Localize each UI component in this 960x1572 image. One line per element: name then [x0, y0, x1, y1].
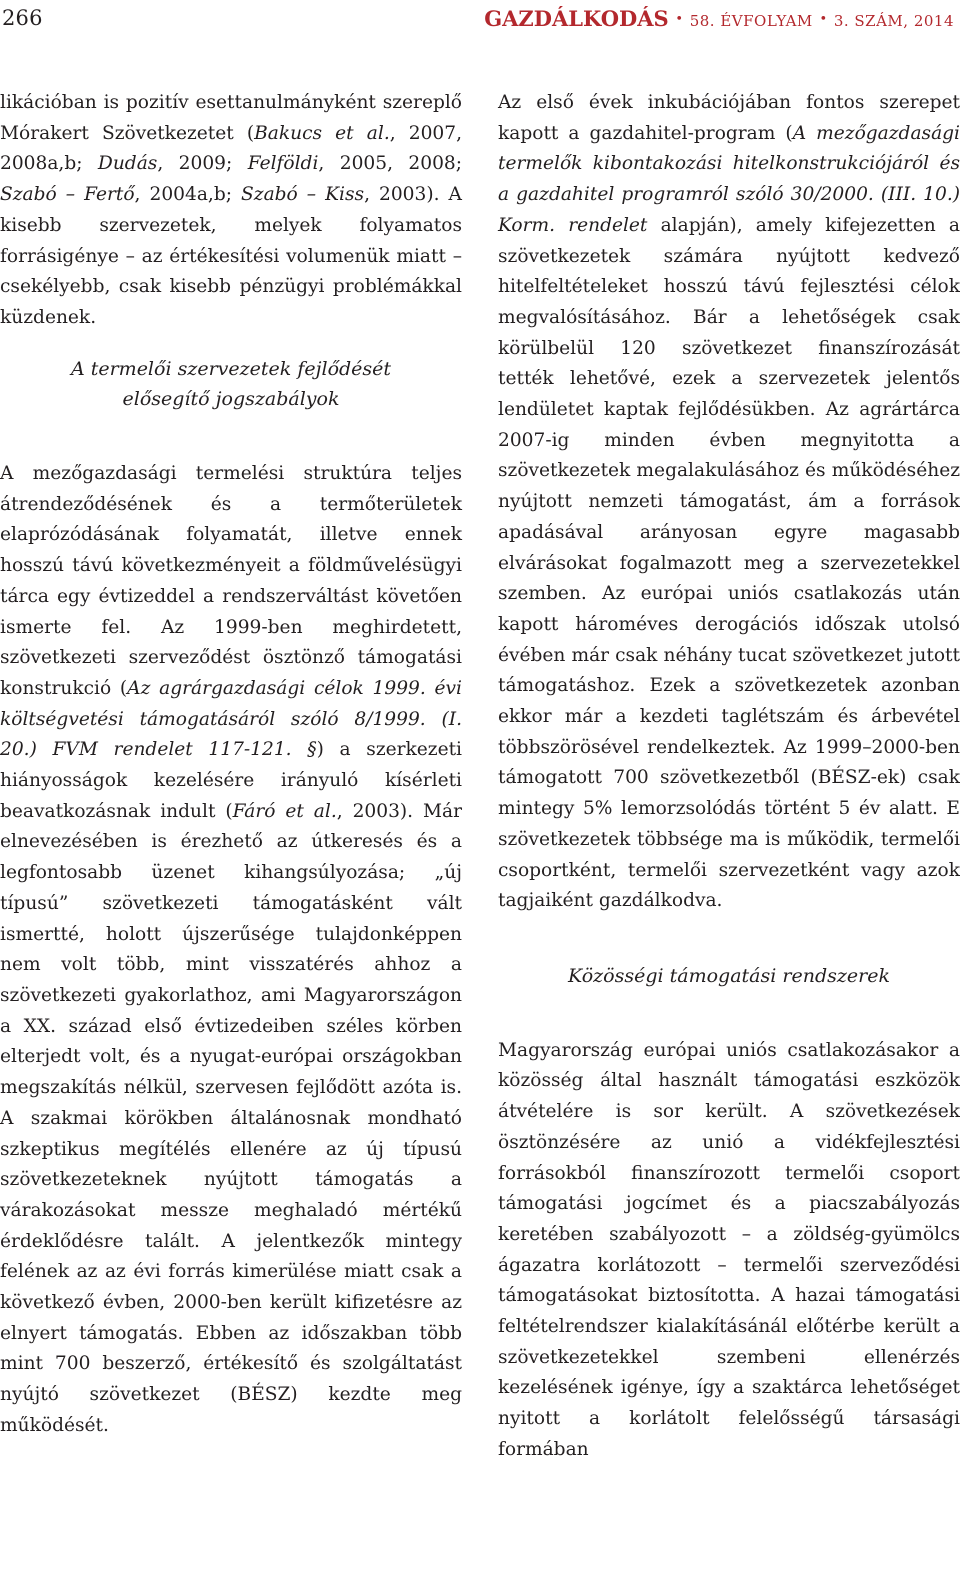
- section-heading: A termelői szervezetek fejlődését elősegítő jogszabályok: [70, 357, 392, 411]
- separator-dot: •: [819, 12, 828, 27]
- section-heading: Közösségi támogatási rendszerek: [568, 964, 890, 987]
- running-header: [0, 4, 960, 38]
- journal-name: GAZDÁLKODÁS: [484, 6, 669, 31]
- left-column: [0, 88, 462, 1442]
- journal-volume: 58. ÉVFOLYAM: [689, 12, 813, 30]
- paragraph: likációban is pozitív esettanulmányként szereplő Mórakert Szövetkezetet (Bakucs et al., 2007, 2008a,b; Dudás, 2009; Felföldi, 2005, 2008; Szabó – Fertő, 2004a,b; Szabó – Kiss, 2003). A kisebb szervezetek, melyek folyamatos forrásigénye – az értékesítési volumenük miatt – csekélyebb, csak kisebb pénzügyi problémákkal küzdenek.: [0, 92, 463, 328]
- journal-info: [484, 6, 954, 31]
- separator-dot: •: [675, 12, 684, 27]
- journal-issue: 3. SZÁM, 2014: [833, 12, 954, 30]
- paragraph: A mezőgazdasági termelési struktúra teljes átrendeződésének és a termőterületek elaprózódásának folyamatát, illetve ennek hosszú távú következményeit a földművelésügyi tárca egy évtizeddel a rendszerváltást követően ismerte fel. Az 1999-ben meghirdetett, szövetkezeti szerveződést ösztönző támogatási konstrukció (Az agrárgazdasági célok 1999. évi költségvetési támogatásáról szóló 8/1999. (I. 20.) FVM rendelet 117-121. §) a szerkezeti hiányosságok kezelésére irányuló kísérleti beavatkozásnak indult (Fáró et al., 2003). Már elnevezésében is érezhető az útkeresés és a legfontosabb üzenet kihangsúlyozása; „új típusú” szövetkezeti támogatásként vált ismertté, holott újszerűsége tulajdonképpen nem volt több, mint visszatérés ahhoz a szövetkezeti gyakorlathoz, ami Magyarországon a XX. század első évtizedeiben széles körben elterjedt volt, és a nyugat-európai országokban megszakítás nélkül, szervesen fejlődött azóta is. A szakmai körökben általánosnak mondható szkeptikus megítélés ellenére az új típusú szövetkezeteknek nyújtott támogatás a várakozásokat messze meghaladó mértékű érdeklődésre talált. A jelentkezők mintegy felének az az évi forrás kimerülése miatt csak a következő évben, 2000-ben került kifizetésre az elnyert támogatás. Ebben az időszakban több mint 700 beszerző, értékesítő és szolgáltatást nyújtó szövetkezet (BÉSZ) kezdte meg működését.: [0, 463, 463, 1436]
- paragraph: Az első évek inkubációjában fontos szerepet kapott a gazdahitel-program (A mezőgazdasági termelők kibontakozási hitelkonstrukciójáról és a gazdahitel programról szóló 30/2000. (III. 10.) Korm. rendelet alapján), amely kifejezetten a szövetkezetek számára nyújtott kedvező hitelfeltételeket hosszú távú fejlesztési célok megvalósításához. Bár a lehetőségek csak körülbelül 120 szövetkezet finanszírozását tették lehetővé, ezek a szervezetek jelentős lendületet kaptak fejlődésükben. Az agrártárca 2007-ig minden évben megnyitotta a szövetkezetek megalakulásához és működéséhez nyújtott nemzeti támogatást, ám a források apadásával arányosan egyre magasabb elvárásokat fogalmazott meg a szervezetekkel szemben. Az európai uniós csatlakozás után kapott hároméves derogációs időszak utolsó évében már csak néhány tucat szövetkezet jutott támogatáshoz. Ezek a szövetkezetek azonban ekkor már a kezdeti taglétszám és árbevétel többszörösével rendelkeztek. Az 1999–2000-ben támogatott 700 szövetkezetből (BÉSZ-ek) csak mintegy 5% lemorzsolódás történt 5 év alatt. E szövetkezetek többsége ma is működik, termelői csoportként, termelői szervezetként vagy azok tagjaiként gazdálkodva.: [498, 92, 960, 912]
- right-column: [498, 88, 960, 1466]
- paragraph: Magyarország európai uniós csatlakozásakor a közösség által használt támogatási eszközök átvételére is sor került. A szövetkezések ösztönzésére az unió a vidékfejlesztési forrásokból finanszírozott termelői csoport támogatási jogcímet és a piacszabályozás keretében szabályozott – a zöldség-gyümölcs ágazatra korlátozott – termelői szerveződési támogatásokat biztosította. A hazai támogatási feltételrendszer kialakításánál előtérbe került a szövetkezetekkel szembeni ellenérzés kezelésének igénye, így a szaktárca lehetőséget nyitott a korlátolt felelősségű társasági formában: [498, 1039, 960, 1460]
- page-number: 266: [2, 6, 43, 30]
